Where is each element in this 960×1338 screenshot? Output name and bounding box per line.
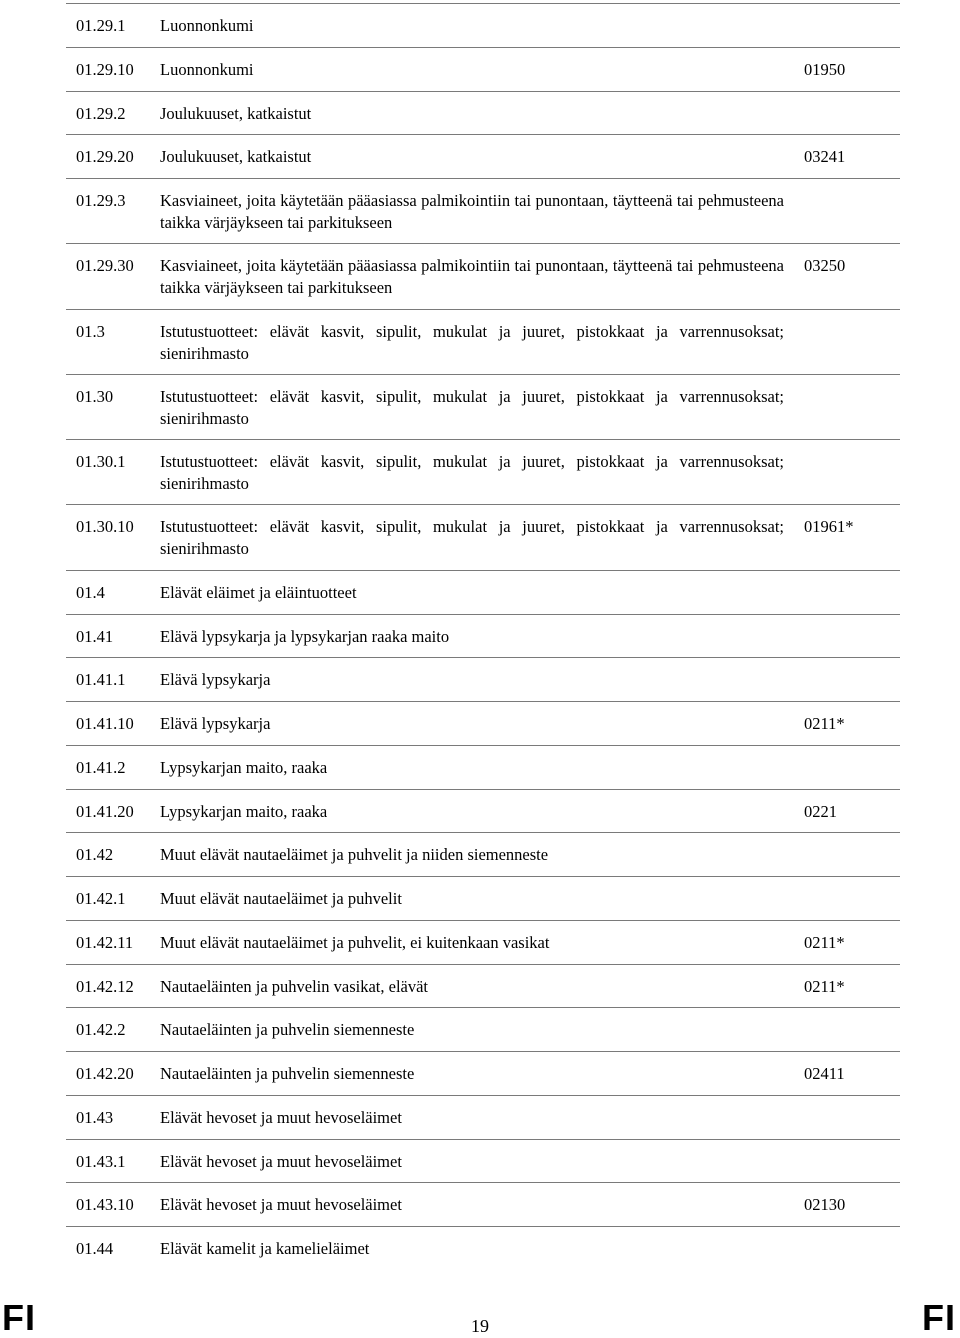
row-code: 01.41.20	[76, 801, 134, 821]
row-description: Elävät hevoset ja muut hevoseläimet	[160, 1107, 402, 1127]
row-description: Elävä lypsykarja	[160, 670, 271, 690]
row-description: Muut elävät nautaeläimet ja puhvelit ja niiden siemenneste	[160, 845, 549, 865]
row-code: 01.30	[76, 386, 114, 406]
table-row	[66, 1008, 900, 1052]
row-description: Istutustuotteet: elävät kasvit, sipulit, mukulat ja juuret, pistokkaat ja varrennusoksat; sienirihmasto	[160, 386, 784, 428]
row-reference: 0221	[804, 801, 837, 821]
row-code: 01.42.2	[76, 1020, 126, 1040]
row-code: 01.29.1	[76, 16, 126, 35]
row-code: 01.41.10	[76, 714, 134, 734]
row-reference: 01950	[804, 59, 846, 79]
row-reference: 03241	[804, 147, 846, 167]
table-row	[66, 179, 900, 244]
footer-language-mark-left: FI	[2, 1297, 36, 1338]
row-code: 01.29.30	[76, 256, 134, 276]
row-code: 01.43.10	[76, 1195, 134, 1215]
row-code: 01.41.2	[76, 757, 126, 777]
row-code: 01.43.1	[76, 1151, 126, 1171]
table-row	[66, 746, 900, 790]
row-code: 01.42.12	[76, 976, 134, 996]
table-row	[66, 375, 900, 440]
row-code: 01.29.2	[76, 103, 126, 123]
table-row	[66, 877, 900, 921]
row-code: 01.29.3	[76, 191, 126, 210]
row-description: Muut elävät nautaeläimet ja puhvelit	[160, 889, 402, 909]
table-row	[66, 1183, 900, 1227]
row-description: Istutustuotteet: elävät kasvit, sipulit, mukulat ja juuret, pistokkaat ja varrennusoksat; sienirihmasto	[160, 321, 784, 363]
row-description: Elävä lypsykarja	[160, 714, 271, 734]
row-description: Muut elävät nautaeläimet ja puhvelit, ei kuitenkaan vasikat	[160, 932, 550, 952]
row-code: 01.44	[76, 1239, 114, 1259]
row-description: Nautaeläinten ja puhvelin vasikat, elävät	[160, 976, 429, 996]
table-row	[66, 702, 900, 746]
classification-table	[66, 4, 900, 1271]
table-row	[66, 833, 900, 877]
row-code: 01.30.10	[76, 517, 134, 537]
table-row	[66, 48, 900, 92]
row-description: Joulukuuset, katkaistut	[160, 103, 312, 123]
table-row	[66, 1052, 900, 1096]
row-code: 01.42.1	[76, 889, 126, 909]
table-row	[66, 135, 900, 179]
row-description: Lypsykarjan maito, raaka	[160, 801, 328, 821]
row-code: 01.42.11	[76, 932, 134, 952]
row-description: Joulukuuset, katkaistut	[160, 147, 312, 167]
row-description: Elävät eläimet ja eläintuotteet	[160, 582, 357, 602]
table-row	[66, 4, 900, 48]
row-reference: 0211*	[804, 714, 845, 734]
row-description: Lypsykarjan maito, raaka	[160, 757, 328, 777]
row-description: Nautaeläinten ja puhvelin siemenneste	[160, 1020, 415, 1040]
page-number: 19	[471, 1316, 489, 1336]
table-row	[66, 244, 900, 309]
row-description: Kasviaineet, joita käytetään pääasiassa palmikointiin tai punontaan, täytteenä tai pehmusteena taikka värjäykseen tai parkitukseen	[160, 191, 784, 232]
row-description: Nautaeläinten ja puhvelin siemenneste	[160, 1064, 415, 1084]
row-description: Elävät hevoset ja muut hevoseläimet	[160, 1195, 402, 1215]
row-reference: 03250	[804, 256, 846, 276]
row-code: 01.41	[76, 626, 114, 646]
table-row	[66, 658, 900, 702]
table-row	[66, 1140, 900, 1184]
row-description: Elävä lypsykarja ja lypsykarjan raaka maito	[160, 626, 450, 646]
table-row	[66, 1096, 900, 1140]
table-row	[66, 1227, 900, 1271]
row-code: 01.4	[76, 582, 105, 602]
row-code: 01.43	[76, 1107, 114, 1127]
table-row	[66, 790, 900, 834]
row-description: Istutustuotteet: elävät kasvit, sipulit, mukulat ja juuret, pistokkaat ja varrennusoksat; sienirihmasto	[160, 452, 784, 494]
row-code: 01.41.1	[76, 670, 126, 690]
footer-language-mark-right: FI	[922, 1297, 956, 1338]
table-row	[66, 440, 900, 505]
row-code: 01.42.20	[76, 1064, 134, 1084]
table-row	[66, 571, 900, 615]
row-reference: 02130	[804, 1195, 846, 1215]
row-code: 01.3	[76, 321, 105, 341]
row-code: 01.42	[76, 845, 114, 865]
table-row	[66, 965, 900, 1009]
table-row	[66, 615, 900, 659]
row-description: Istutustuotteet: elävät kasvit, sipulit, mukulat ja juuret, pistokkaat ja varrennusoksat; sienirihmasto	[160, 517, 784, 559]
row-reference: 0211*	[804, 932, 845, 952]
table-row	[66, 310, 900, 375]
row-code: 01.29.20	[76, 147, 134, 167]
row-description: Luonnonkumi	[160, 16, 254, 35]
row-reference: 01961*	[804, 517, 854, 537]
row-reference: 0211*	[804, 976, 845, 996]
row-reference: 02411	[804, 1064, 845, 1084]
table-row	[66, 505, 900, 570]
row-description: Elävät hevoset ja muut hevoseläimet	[160, 1151, 402, 1171]
row-description: Luonnonkumi	[160, 59, 254, 79]
row-description: Kasviaineet, joita käytetään pääasiassa palmikointiin tai punontaan, täytteenä tai pehmusteena taikka värjäykseen tai parkitukseen	[160, 256, 784, 298]
table-row	[66, 92, 900, 136]
table-row	[66, 921, 900, 965]
row-description: Elävät kamelit ja kamelieläimet	[160, 1239, 370, 1259]
row-code: 01.29.10	[76, 59, 134, 79]
row-code: 01.30.1	[76, 452, 126, 472]
